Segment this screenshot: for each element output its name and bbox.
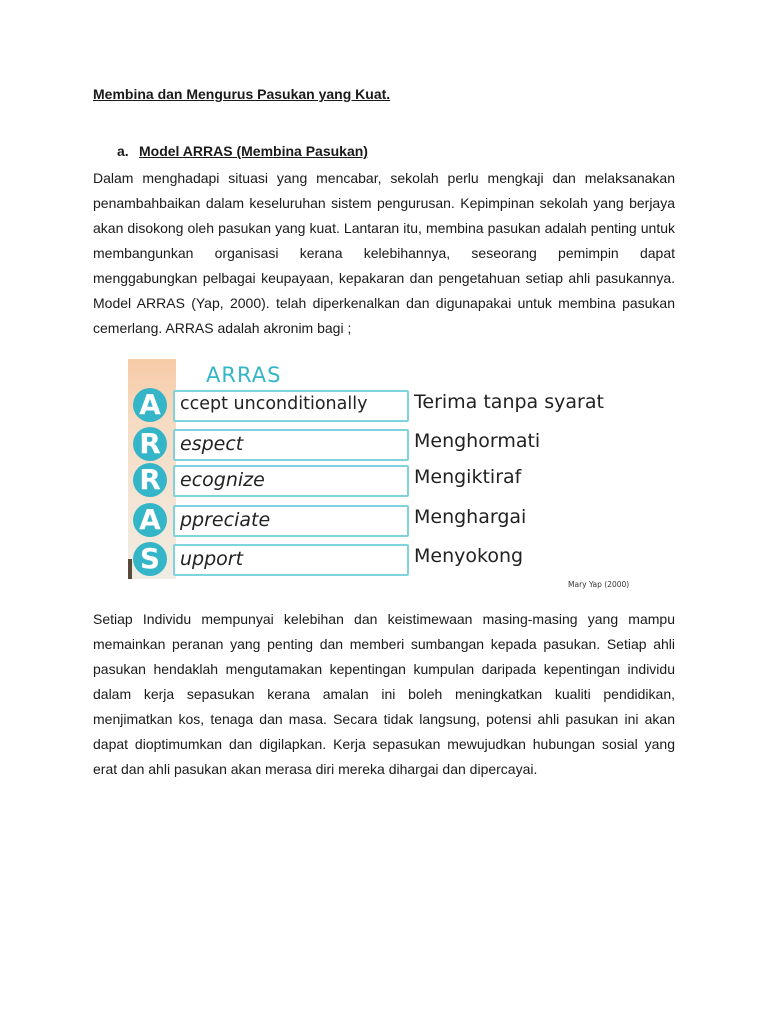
arras-row xyxy=(128,503,648,539)
paragraph-body: Setiap Individu mempunyai kelebihan dan keistimewaan masing-masing yang mampu memainkan peranan yang penting dan memberi sumbangan kepada pasukan. Setiap ahli pasukan hendaklah mengutamakan kepentingan kumpulan daripada kepentingan individu dalam kerja sepasukan kerana amalan ini boleh meningkatkan kualiti pendidikan, menjimatkan kos, tenaga dan masa. Secara tidak langsung, potensi ahli pasukan ini akan dapat dioptimumkan dan digilapkan. Kerja sepasukan mewujudkan hubungan sosial yang erat dan ahli pasukan akan merasa diri mereka dihargai dan dipercayai. xyxy=(93,611,675,777)
english-term: upport xyxy=(180,548,244,570)
arras-row xyxy=(128,542,648,578)
letter-circle: R xyxy=(133,463,167,497)
section-heading-text: Model ARRAS (Membina Pasukan) xyxy=(139,143,368,159)
english-term-box xyxy=(173,429,409,461)
arras-row xyxy=(128,388,648,424)
english-term-box xyxy=(173,505,409,537)
letter-circle: R xyxy=(133,427,167,461)
arras-row xyxy=(128,463,648,499)
malay-term: Terima tanpa syarat xyxy=(414,391,604,413)
arras-figure xyxy=(128,359,648,591)
figure-title: ARRAS xyxy=(206,363,282,387)
english-term-box xyxy=(173,390,409,422)
malay-term: Menghargai xyxy=(414,506,527,528)
malay-term: Menghormati xyxy=(414,430,541,452)
letter-circle: S xyxy=(133,542,167,576)
english-term: ecognize xyxy=(180,469,265,491)
paragraph-intro: Dalam menghadapi situasi yang mencabar, sekolah perlu mengkaji dan melaksanakan penambahbaikan dalam keseluruhan sistem pengurusan. Kepimpinan sekolah yang berjaya akan disokong oleh pasukan yang kuat. Lantaran itu, membina pasukan adalah penting untuk membangunkan organisasi kerana kelebihannya, seseorang pemimpin dapat menggabungkan pelbagai keupayaan, kepakaran dan pengetahuan setiap ahli pasukannya. Model ARRAS (Yap, 2000). telah diperkenalkan dan digunapakai untuk membina pasukan cemerlang. ARRAS adalah akronim bagi ; xyxy=(93,170,675,336)
letter-circle: A xyxy=(133,388,167,422)
arras-row xyxy=(128,427,648,463)
section-number: a. xyxy=(117,143,129,159)
malay-term: Mengiktiraf xyxy=(414,466,522,488)
english-term: espect xyxy=(180,433,244,455)
letter-circle: A xyxy=(133,503,167,537)
section-heading xyxy=(117,143,368,159)
document-title: Membina dan Mengurus Pasukan yang Kuat. xyxy=(93,86,391,102)
english-term-box xyxy=(173,544,409,576)
english-term-box xyxy=(173,465,409,497)
english-term: ccept unconditionally xyxy=(180,394,368,414)
english-term: ppreciate xyxy=(180,509,271,531)
figure-credit: Mary Yap (2000) xyxy=(568,580,630,589)
malay-term: Menyokong xyxy=(414,545,524,567)
